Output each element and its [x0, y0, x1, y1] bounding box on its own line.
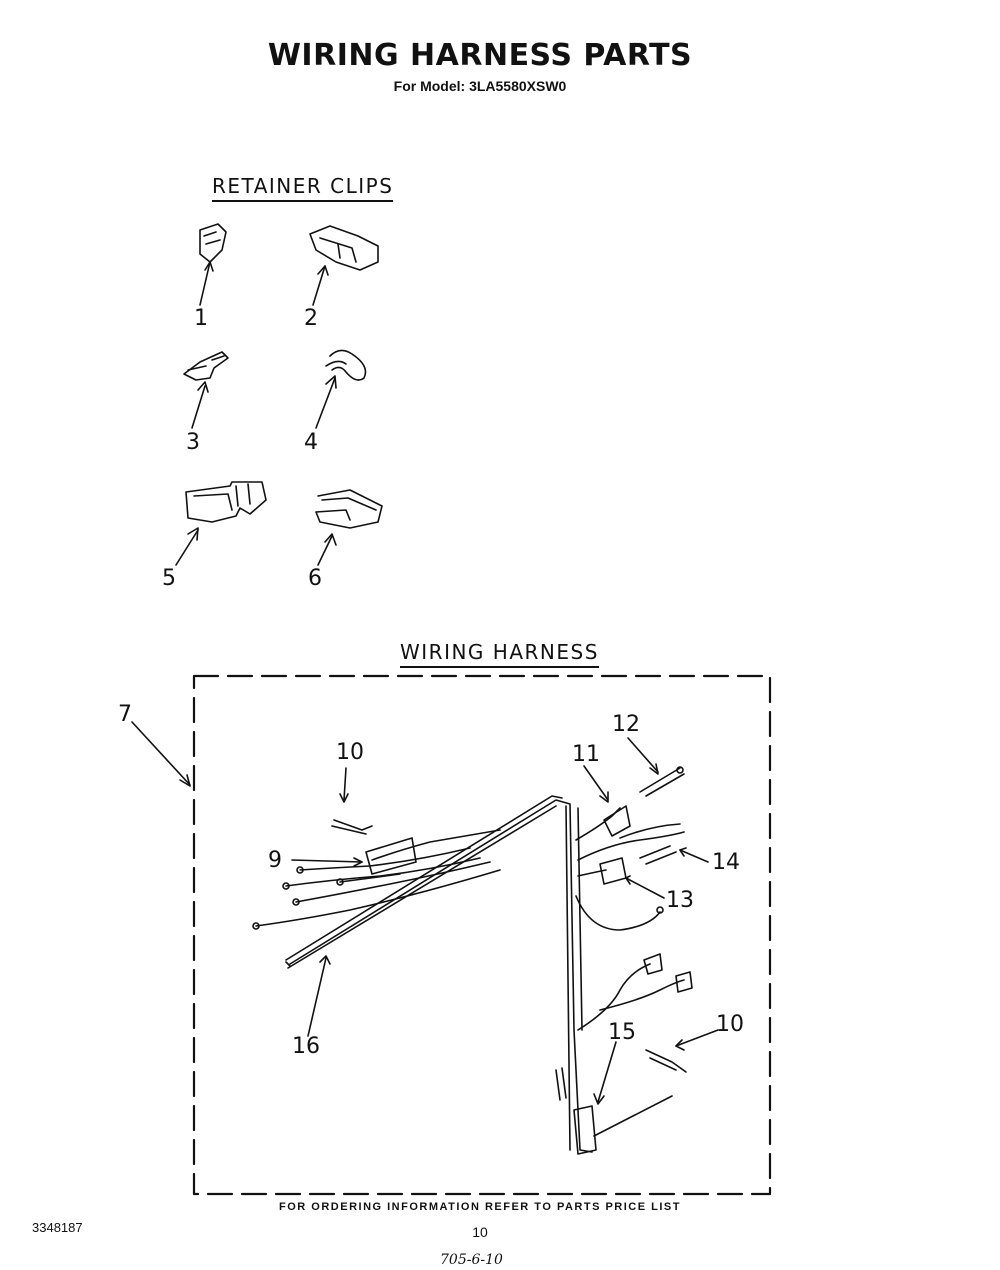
connector-15 — [574, 1106, 596, 1154]
callout-10-top: 10 — [336, 740, 364, 765]
callout-12: 12 — [612, 712, 640, 737]
callout-7: 7 — [118, 702, 132, 727]
clip-5-icon — [176, 482, 266, 565]
callout-16: 16 — [292, 1034, 320, 1059]
handwritten-note: 705-6-10 — [440, 1252, 503, 1268]
terminal-10-top — [332, 820, 372, 834]
clip-number-3: 3 — [186, 430, 200, 455]
clip-4-icon — [316, 350, 366, 428]
page-title: WIRING HARNESS PARTS — [267, 38, 693, 73]
document-number: 3348187 — [32, 1220, 83, 1235]
ordering-note: FOR ORDERING INFORMATION REFER TO PARTS PRICE LIST — [279, 1201, 681, 1213]
connector-block-9 — [366, 838, 416, 874]
clip-number-5: 5 — [162, 566, 176, 591]
clip-number-6: 6 — [308, 566, 322, 591]
callout-9: 9 — [268, 848, 282, 873]
clip-number-2: 2 — [304, 306, 318, 331]
wiring-harness-heading: WIRING HARNESS — [400, 640, 599, 668]
model-subtitle: For Model: 3LA5580XSW0 — [393, 78, 567, 94]
terminal-14 — [640, 846, 676, 864]
clip-2-icon — [310, 226, 378, 305]
callout-15: 15 — [608, 1020, 636, 1045]
callout-13: 13 — [666, 888, 694, 913]
clip-number-4: 4 — [304, 430, 318, 455]
page-number: 10 — [472, 1224, 488, 1240]
callout-11: 11 — [572, 742, 600, 767]
clip-6-icon — [316, 490, 382, 565]
harness-box — [194, 676, 770, 1194]
wiring-harness-assembly — [253, 767, 692, 1154]
terminal-10-bottom — [646, 1050, 686, 1072]
callout-14: 14 — [712, 850, 740, 875]
retainer-clips-heading: RETAINER CLIPS — [212, 174, 393, 202]
clip-number-1: 1 — [194, 306, 208, 331]
clip-3-icon — [184, 352, 228, 428]
callout-10-bottom: 10 — [716, 1012, 744, 1037]
clip-1-icon — [200, 224, 226, 305]
